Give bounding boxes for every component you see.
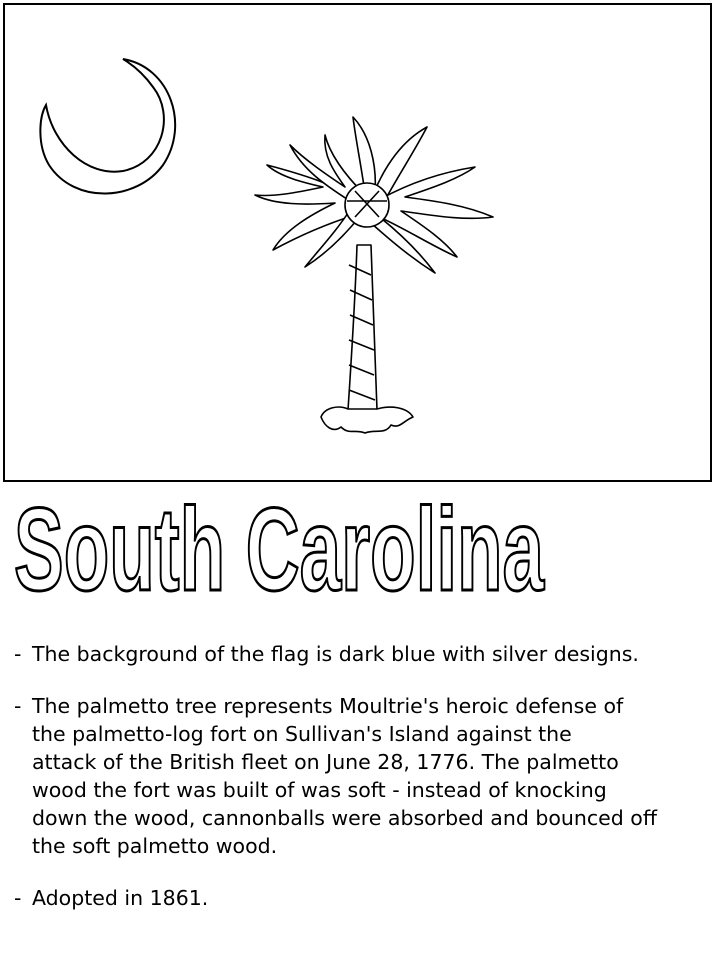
fact-text: The palmetto tree represents Moultrie's heroic defense of the palmetto-log fort on Sullivan's Island against the attack of the British fleet on June 28, 1776. The palmetto wood the fort was built of was soft - instead of knocking down the wood, cannonballs were absorbed and bounced off the soft palmetto wood. bbox=[32, 694, 657, 858]
palmetto-tree-icon bbox=[255, 117, 493, 433]
fact-text: Adopted in 1861. bbox=[32, 886, 209, 910]
facts-list bbox=[14, 640, 709, 936]
fact-item-adopted bbox=[14, 884, 709, 912]
fact-item-background bbox=[14, 640, 709, 668]
fact-bullet: - bbox=[14, 694, 22, 718]
flag-drawing bbox=[5, 5, 710, 480]
fact-bullet: - bbox=[14, 886, 22, 910]
fact-text: The background of the flag is dark blue with silver designs. bbox=[32, 642, 639, 666]
flag-outline bbox=[3, 3, 712, 482]
fact-item-palmetto bbox=[14, 692, 709, 860]
crescent-moon-icon bbox=[40, 59, 175, 194]
page-title bbox=[10, 498, 570, 608]
title-text: South Carolina bbox=[14, 498, 545, 608]
fact-bullet: - bbox=[14, 642, 22, 666]
